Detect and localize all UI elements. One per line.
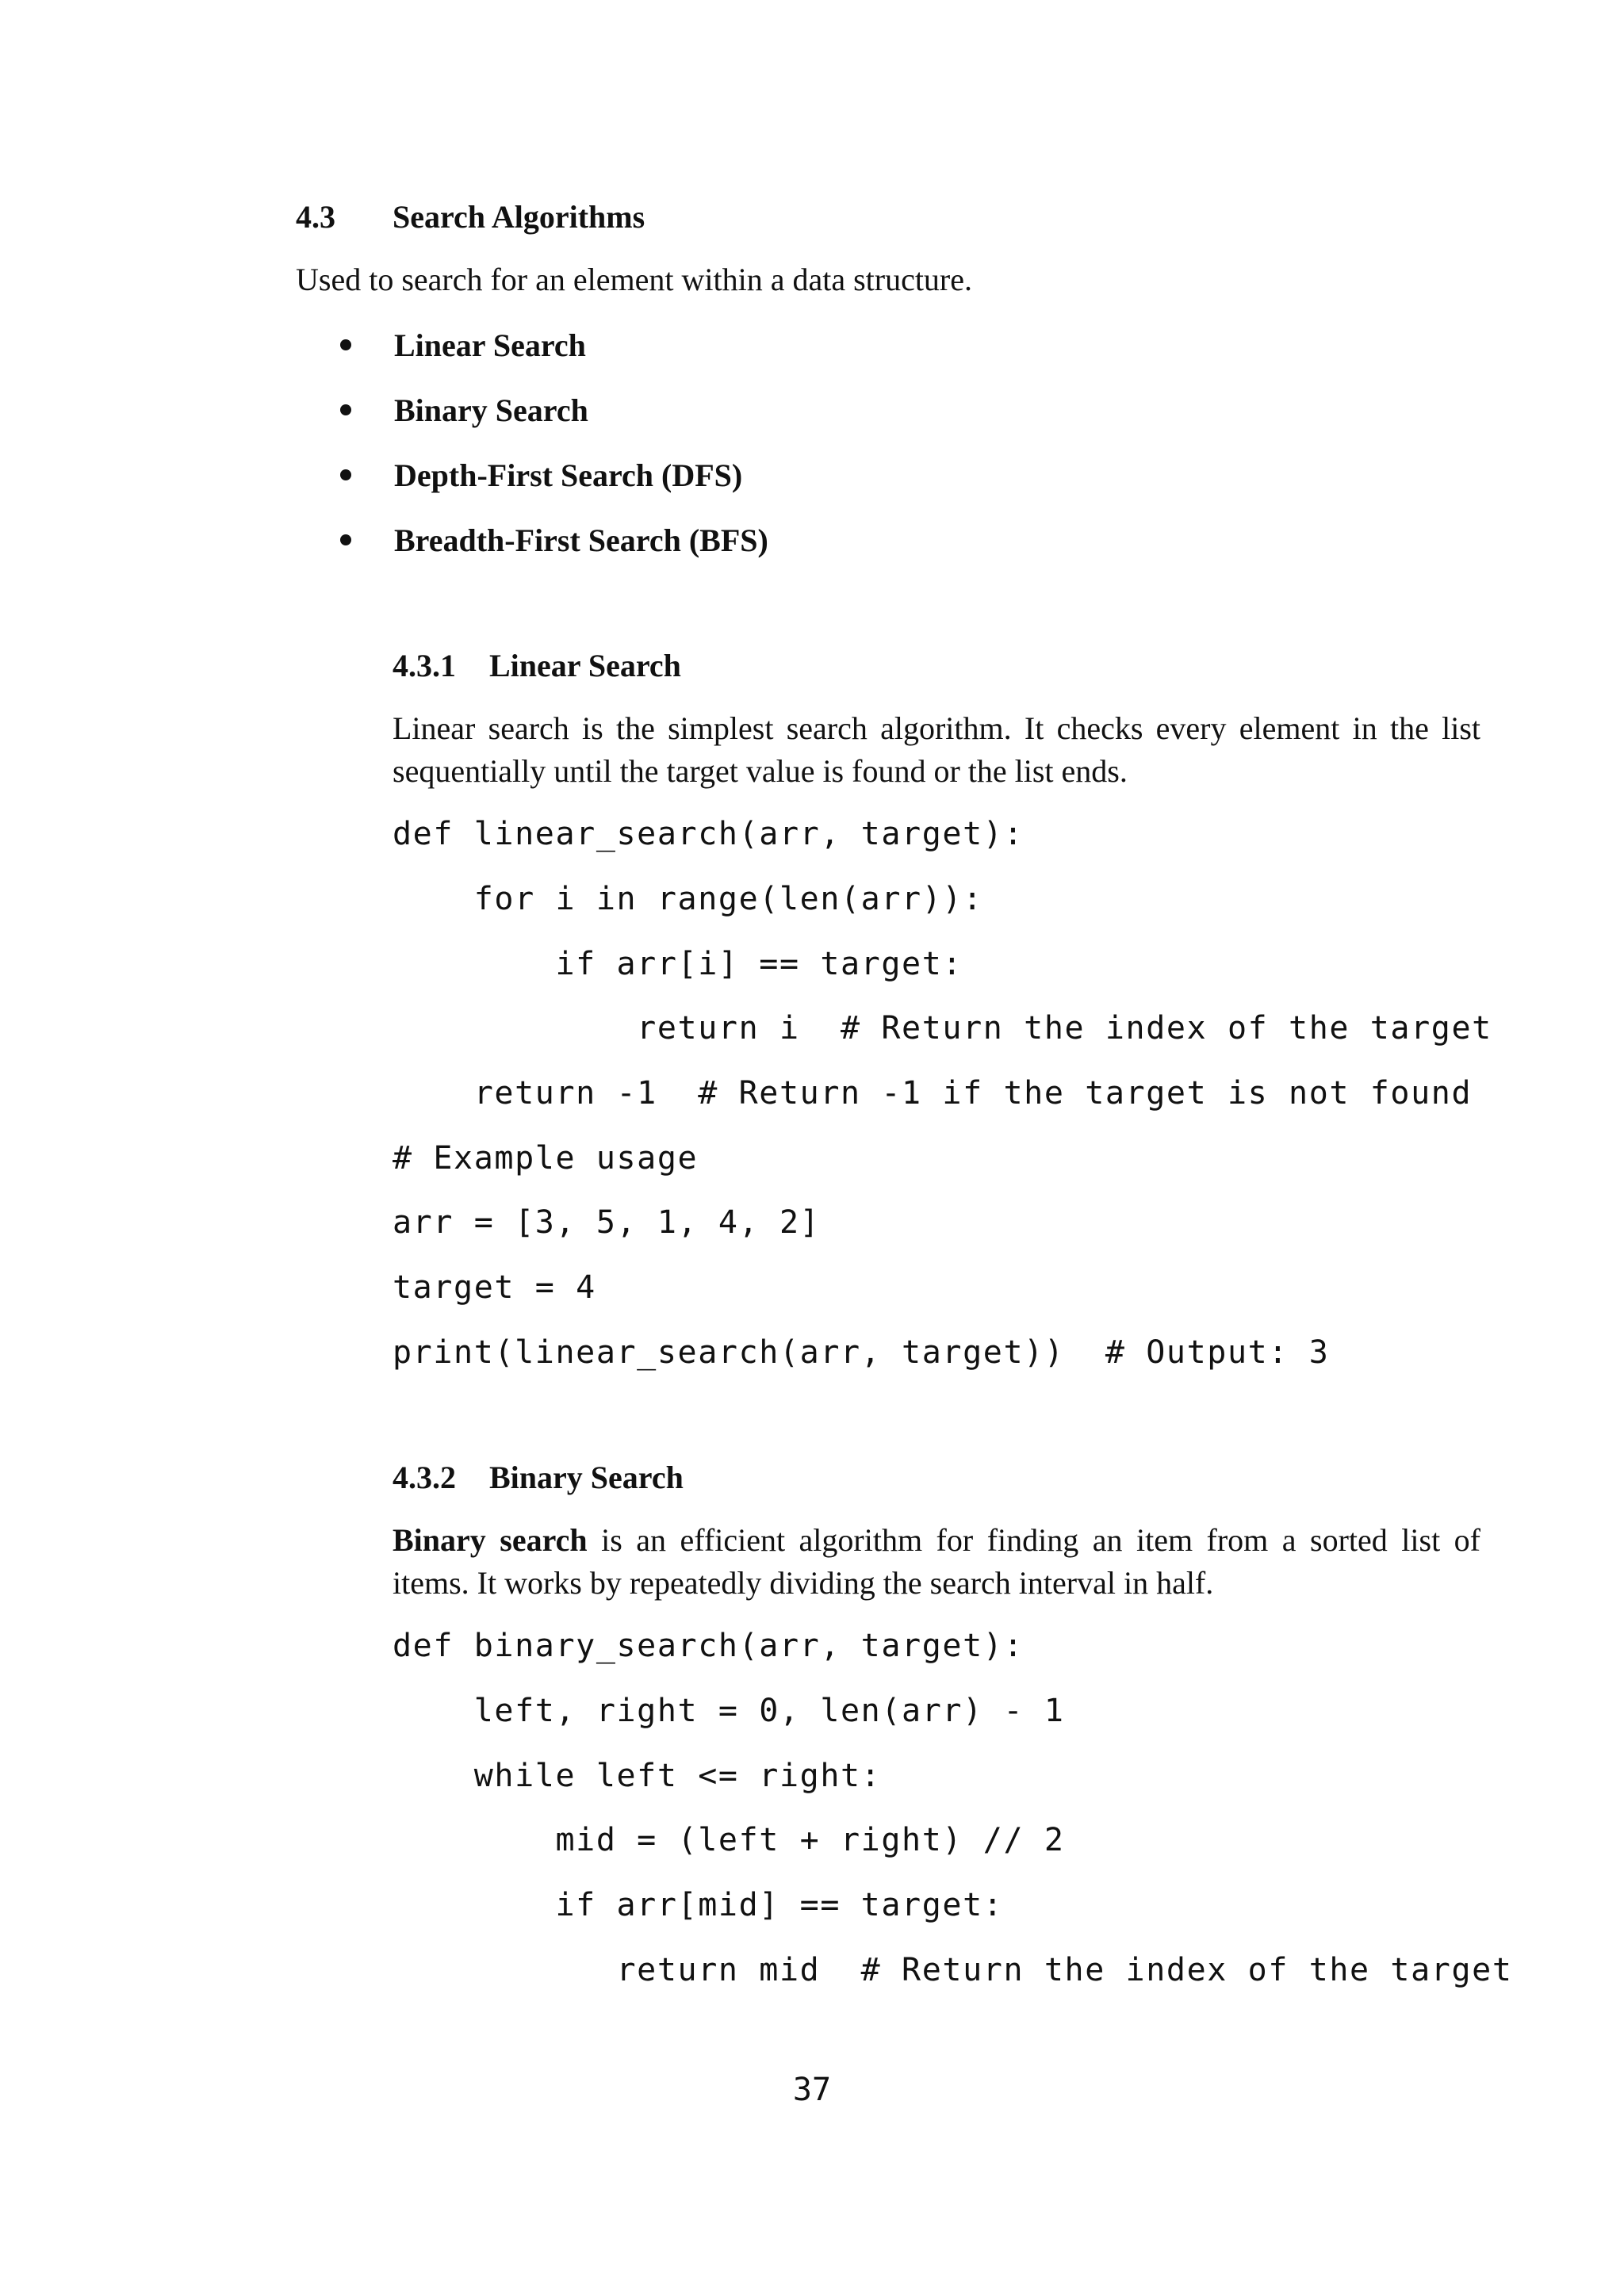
code-line: return -1 # Return -1 if the target is not found	[393, 1075, 1473, 1112]
bullet-icon	[340, 534, 351, 545]
subsection-title: Binary Search	[489, 1460, 684, 1495]
list-item	[394, 522, 768, 560]
code-line: while left <= right:	[393, 1758, 882, 1794]
subsection-heading-linear	[393, 647, 681, 685]
code-line: # Example usage	[393, 1140, 699, 1177]
section-title: Search Algorithms	[393, 199, 645, 235]
subsection-title: Linear Search	[489, 648, 681, 683]
list-item	[394, 392, 588, 430]
subsection-heading-binary	[393, 1459, 684, 1497]
code-line: arr = [3, 5, 1, 4, 2]	[393, 1204, 821, 1241]
code-line: if arr[mid] == target:	[393, 1887, 1004, 1923]
subsection-number: 4.3.2	[393, 1460, 456, 1495]
binary-description-bold: Binary search	[393, 1522, 588, 1558]
code-line: left, right = 0, len(arr) - 1	[393, 1693, 1065, 1729]
list-item	[394, 457, 742, 495]
code-line: return mid # Return the index of the target	[393, 1952, 1513, 1988]
code-line: def binary_search(arr, target):	[393, 1628, 1025, 1664]
binary-description-text: is an efficient algorithm for finding an item from a sorted list of items. It works by repeatedly dividing the search interval in half.	[393, 1522, 1480, 1601]
code-line: def linear_search(arr, target):	[393, 816, 1025, 852]
bullet-icon	[340, 469, 351, 480]
subsection-number: 4.3.1	[393, 648, 456, 683]
section-number: 4.3	[296, 199, 335, 235]
page-number: 37	[792, 2072, 832, 2108]
code-line: for i in range(len(arr)):	[393, 881, 983, 917]
list-item-label: Binary Search	[394, 392, 588, 428]
code-line: mid = (left + right) // 2	[393, 1822, 1065, 1858]
list-item-label: Breadth-First Search (BFS)	[394, 522, 768, 558]
code-line: if arr[i] == target:	[393, 946, 963, 982]
bullet-icon	[340, 404, 351, 415]
code-line: target = 4	[393, 1269, 596, 1306]
code-line: return i # Return the index of the target	[393, 1010, 1492, 1047]
list-item	[394, 327, 586, 365]
code-line: print(linear_search(arr, target)) # Output: 3	[393, 1334, 1330, 1371]
section-heading	[296, 198, 645, 236]
list-item-label: Linear Search	[394, 327, 586, 363]
list-item-label: Depth-First Search (DFS)	[394, 457, 743, 493]
binary-description	[393, 1519, 1480, 1605]
section-intro: Used to search for an element within a data structure.	[296, 262, 973, 297]
linear-description: Linear search is the simplest search algorithm. It checks every element in the list sequentially until the target value is found or the list ends.	[393, 710, 1480, 789]
bullet-icon	[340, 339, 351, 350]
